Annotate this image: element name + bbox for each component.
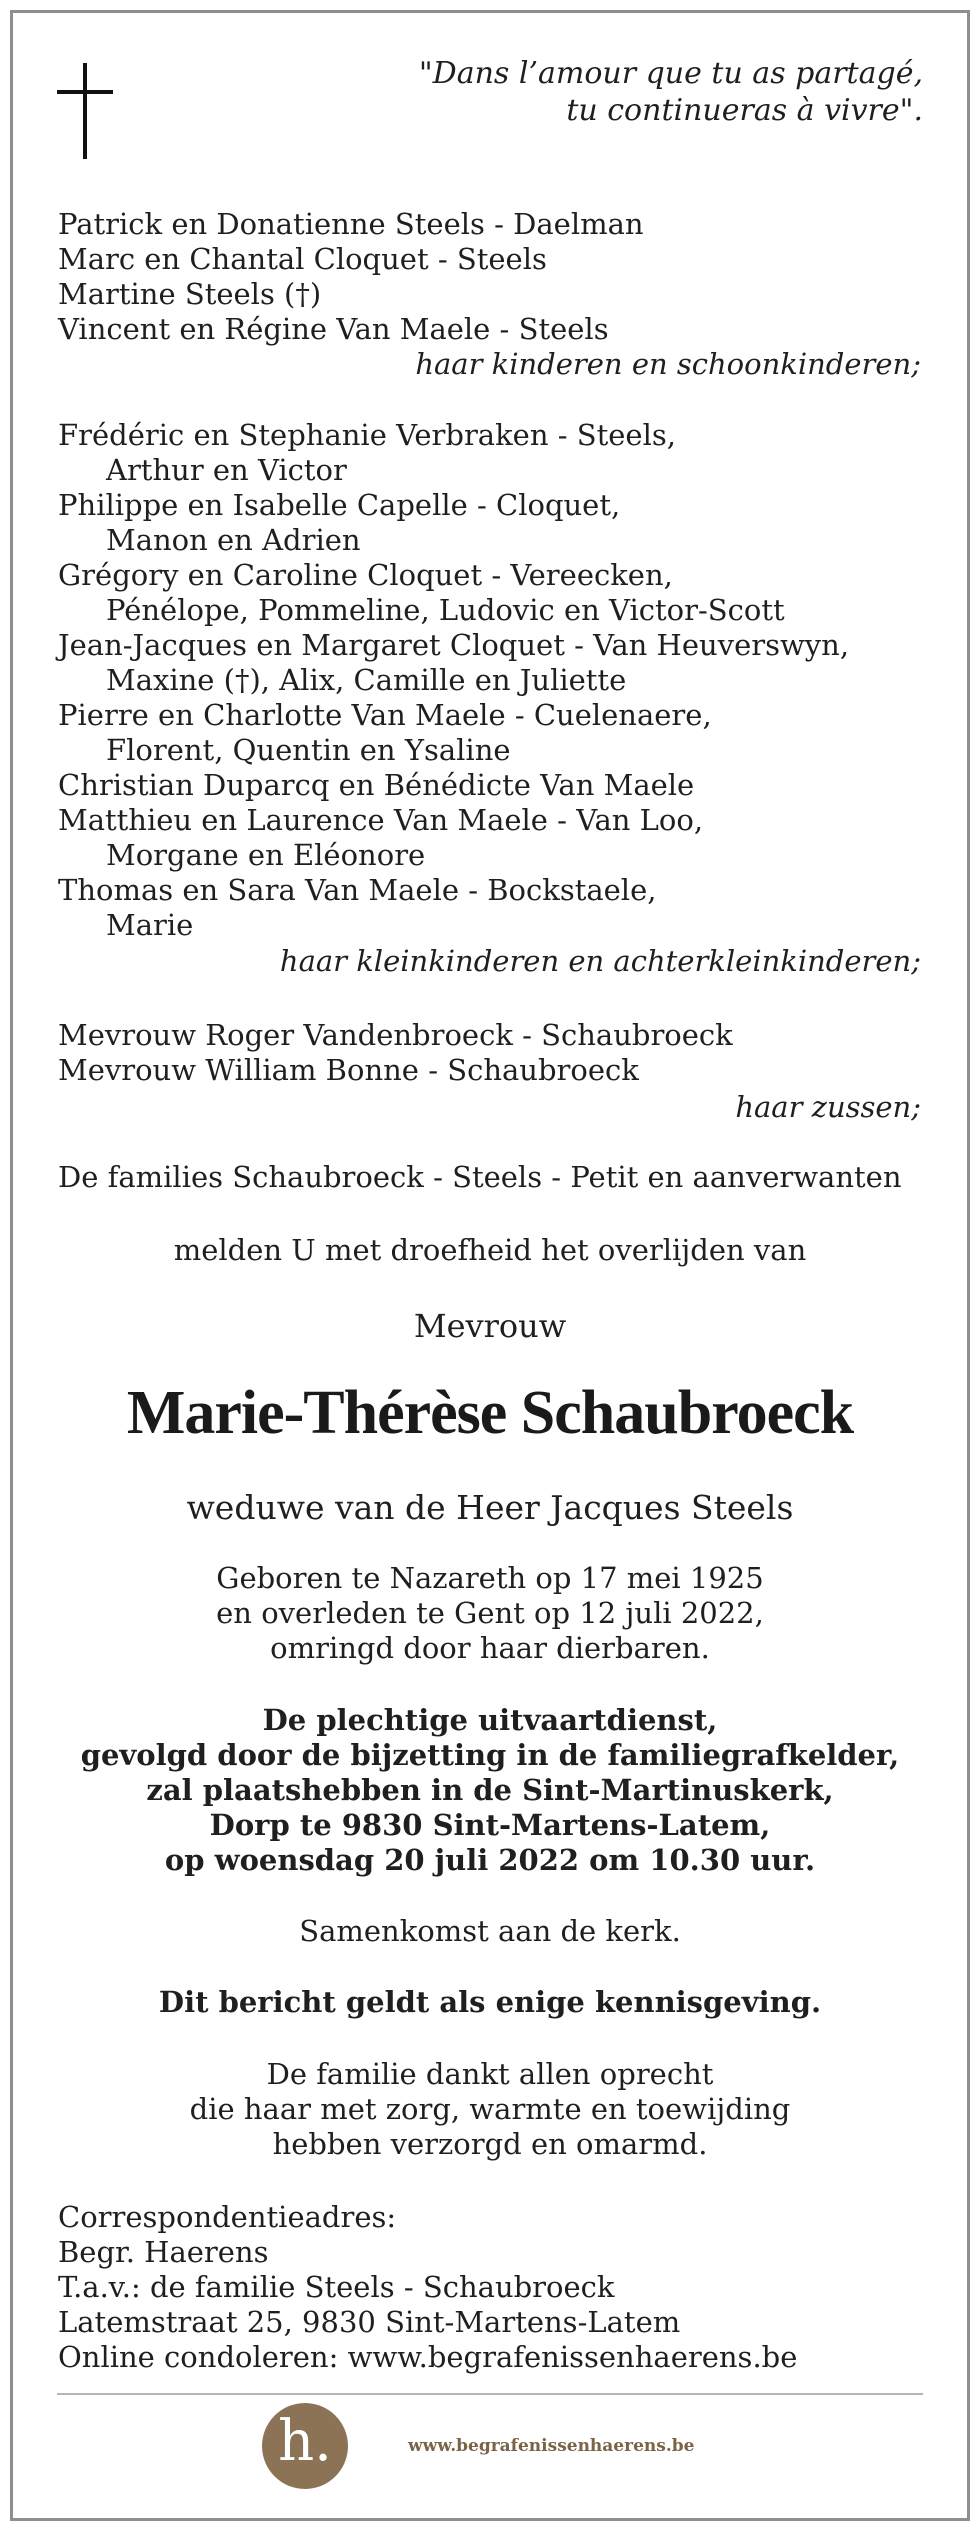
grandchild-line: Jean-Jacques en Margaret Cloquet - Van Heuverswyn, bbox=[58, 628, 850, 662]
correspondence-line: Online condoleren: www.begrafenissenhaerens.be bbox=[58, 2340, 798, 2374]
correspondence-line: Begr. Haerens bbox=[58, 2235, 269, 2269]
ceremony-line: De plechtige uitvaartdienst, bbox=[262, 1703, 718, 1737]
life-dates-line: omringd door haar dierbaren. bbox=[270, 1631, 710, 1665]
footer-divider bbox=[57, 2393, 923, 2395]
footer-website: www.begrafenissenhaerens.be bbox=[408, 2436, 695, 2456]
sister-line: Mevrouw Roger Vandenbroeck - Schaubroeck bbox=[58, 1018, 733, 1052]
quote-line: "Dans l’amour que tu as partagé, bbox=[418, 56, 923, 91]
life-dates-line: en overleden te Gent op 12 juli 2022, bbox=[216, 1596, 764, 1630]
deceased-name: Marie-Thérèse Schaubroeck bbox=[126, 1379, 854, 1447]
children-caption: haar kinderen en schoonkinderen; bbox=[415, 347, 921, 381]
grandchild-line: Arthur en Victor bbox=[106, 453, 347, 487]
child-line: Patrick en Donatienne Steels - Daelman bbox=[58, 207, 644, 241]
child-line: Martine Steels (†) bbox=[58, 277, 322, 311]
sister-line: Mevrouw William Bonne - Schaubroeck bbox=[58, 1053, 639, 1087]
life-dates-line: Geboren te Nazareth op 17 mei 1925 bbox=[216, 1561, 764, 1595]
grandchild-line: Morgane en Eléonore bbox=[106, 838, 426, 872]
ceremony-line: Dorp te 9830 Sint-Martens-Latem, bbox=[209, 1808, 771, 1842]
title: Mevrouw bbox=[413, 1307, 567, 1345]
grandchild-line: Grégory en Caroline Cloquet - Vereecken, bbox=[58, 558, 673, 592]
widow-of: weduwe van de Heer Jacques Steels bbox=[186, 1488, 794, 1527]
sisters-caption: haar zussen; bbox=[735, 1090, 921, 1124]
grandchild-line: Manon en Adrien bbox=[106, 523, 361, 557]
grandchildren-caption: haar kleinkinderen en achterkleinkinderen; bbox=[279, 944, 921, 978]
child-line: Vincent en Régine Van Maele - Steels bbox=[58, 312, 609, 346]
funeral-home-logo: h. bbox=[262, 2403, 348, 2489]
announcement: melden U met droefheid het overlijden van bbox=[173, 1233, 807, 1267]
grandchild-line: Marie bbox=[106, 908, 194, 942]
grandchild-line: Matthieu en Laurence Van Maele - Van Loo, bbox=[58, 803, 704, 837]
thanks-line: die haar met zorg, warmte en toewijding bbox=[189, 2092, 791, 2126]
grandchild-line: Florent, Quentin en Ysaline bbox=[106, 733, 511, 767]
ceremony-line: zal plaatshebben in de Sint-Martinuskerk, bbox=[146, 1773, 834, 1807]
families-line: De families Schaubroeck - Steels - Petit en aanverwanten bbox=[58, 1160, 902, 1194]
ceremony-line: gevolgd door de bijzetting in de familiegrafkelder, bbox=[80, 1738, 900, 1772]
gathering: Samenkomst aan de kerk. bbox=[299, 1914, 681, 1948]
grandchild-line: Frédéric en Stephanie Verbraken - Steels, bbox=[58, 418, 676, 452]
thanks-line: De familie dankt allen oprecht bbox=[266, 2057, 714, 2091]
grandchild-line: Thomas en Sara Van Maele - Bockstaele, bbox=[58, 873, 657, 907]
grandchild-line: Christian Duparcq en Bénédicte Van Maele bbox=[58, 768, 695, 802]
thanks-line: hebben verzorgd en omarmd. bbox=[272, 2127, 708, 2161]
quote-line: tu continueras à vivre". bbox=[566, 93, 923, 128]
grandchild-line: Pénélope, Pommeline, Ludovic en Victor-Scott bbox=[106, 593, 785, 627]
grandchild-line: Maxine (†), Alix, Camille en Juliette bbox=[106, 663, 627, 697]
grandchild-line: Pierre en Charlotte Van Maele - Cuelenaere, bbox=[58, 698, 712, 732]
correspondence-line: Correspondentieadres: bbox=[58, 2200, 397, 2234]
child-line: Marc en Chantal Cloquet - Steels bbox=[58, 242, 547, 276]
grandchild-line: Philippe en Isabelle Capelle - Cloquet, bbox=[58, 488, 621, 522]
cross-icon bbox=[57, 63, 113, 159]
correspondence-line: T.a.v.: de familie Steels - Schaubroeck bbox=[58, 2270, 615, 2304]
opening-quote bbox=[403, 55, 923, 129]
correspondence-line: Latemstraat 25, 9830 Sint-Martens-Latem bbox=[58, 2305, 681, 2339]
notice: Dit bericht geldt als enige kennisgeving. bbox=[158, 1985, 822, 2019]
ceremony-line: op woensdag 20 juli 2022 om 10.30 uur. bbox=[164, 1843, 816, 1877]
